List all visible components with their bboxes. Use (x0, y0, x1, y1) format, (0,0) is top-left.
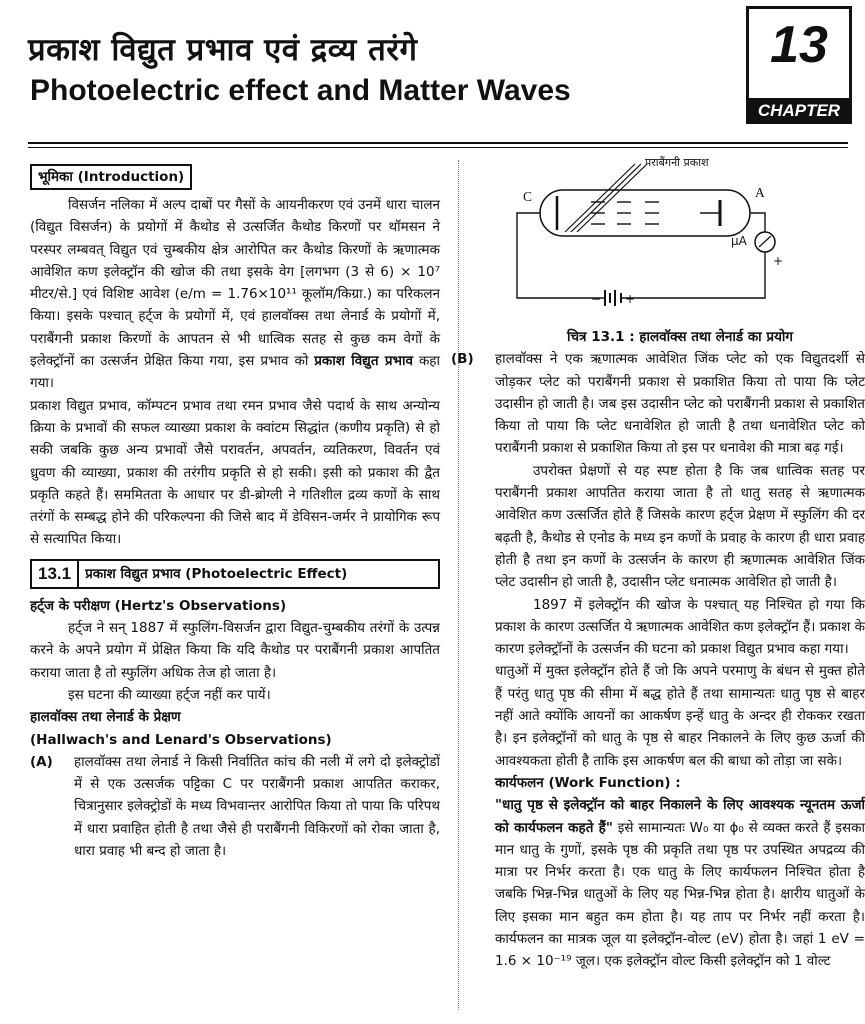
ammeter-label: μA (731, 234, 747, 248)
header-rule-thin (28, 147, 848, 148)
chapter-badge (746, 6, 852, 124)
section-number: 13.1 (32, 561, 79, 587)
experiment-diagram (495, 152, 825, 322)
intro-paragraph-2: प्रकाश विद्युत प्रभाव, कॉम्पटन प्रभाव तथा रमन प्रभाव जैसे पदार्थ के साथ अन्योन्य क्रिया के प्रभावों की सफल व्याख्या प्रकाश के क्वांटम सिद्धांत (कणीय प्रकृति) से हो सकी जबकि कुछ अन्य प्रभावों जैसे परावर्तन, अपवर्तन, व्यतिकरण, विवर्तन एवं ध्रुवण की व्याख्या, प्रकाश की तरंगीय प्रकृति से हो सकी। इसी को प्रकाश की द्वैत प्रकृति कहते हैं। सममितता के आधार पर डी-ब्रोग्ली ने गतिशील द्रव्य कणों के साथ तरंगों के सम्बद्ध होने की परिकल्पना की जिसे बाद में डेविसन-जर्मर ने प्रायोगिक रूप से सत्यापित किया। (30, 397, 440, 548)
right-column (451, 152, 865, 973)
column-divider (458, 160, 459, 1010)
hallwach-heading-hindi: हालवॉक्स तथा लेनार्ड के प्रेक्षण (30, 709, 181, 726)
item-a (30, 751, 440, 862)
intro-paragraph: विसर्जन नलिका में अल्प दाबों पर गैसों के आयनीकरण एवं उनमें धारा चालन (विद्युत विसर्जन) के प्रयोगों में कैथोड से उत्सर्जित कैथोड किरणों पर थॉमसन ने परस्पर लम्बवत् विद्युत एवं चुम्बकीय क्षेत्र आरोपित कर कैथोड किरणों के ऋणात्मक आवेशित कण इलेक्ट्रॉन की खोज की तथा इसके वेग [लगभग (3 से 6) × 10⁷ मीटर/से.] एवं विशिष्ट आवेश (e/m = 1.76×10¹¹ कूलॉम/किग्रा.) का परिकलन किया। इसके पश्चात् हर्ट्ज के प्रयोगों में, एवं हालवॉक्स तथा लेनार्ड के प्रयोगों में, पराबैंगनी प्रकाश किरणों के आपतन से भी धात्विक सतह से कुछ कम वेगों के इलेक्ट्रॉनों का उत्सर्जन प्रेक्षित किया गया, इस प्रभाव को प्रकाश विद्युत प्रभाव कहा गया। (30, 197, 440, 392)
hertz-heading: हर्ट्ज के परीक्षण (Hertz's Observations) (30, 597, 287, 614)
item-b-label: (B) (451, 351, 474, 368)
chapter-number: 13 (770, 16, 828, 74)
battery-minus: − (591, 292, 602, 306)
intro-bold-term: प्रकाश विद्युत प्रभाव (314, 353, 414, 370)
work-function-paragraph: "धातु पृष्ठ से इलेक्ट्रॉन को बाहर निकालने के लिए आवश्यक न्यूनतम ऊर्जा को कार्यफलन कहते हैं" इसे सामान्यतः W₀ या ϕ₀ से व्यक्त करते हैं इसका मान धातु के गुणों, इसके पृष्ठ की प्रकृति तथा पृष्ठ पर उपस्थित अपद्रव्य की मात्रा पर निर्भर करता है। एक धातु के लिए कार्यफलन निश्चित होता है जबकि भिन्न-भिन्न धातुओं के लिए यह भिन्न-भिन्न होता है। क्षारीय धातुओं के लिए इसका मान बहुत कम होता है। यह ताप पर निर्भर नहीं करता है। कार्यफलन का मात्रक जूल या इलेक्ट्रॉन-वोल्ट (eV) होता है। जहां 1 eV = 1.6 × 10⁻¹⁹ जूल। एक इलेक्ट्रॉन वोल्ट किसी इलेक्ट्रॉन को 1 वोल्ट (495, 797, 865, 970)
left-column (30, 152, 440, 862)
ammeter-plus: + (773, 254, 784, 268)
item-a-text: हालवॉक्स तथा लेनार्ड ने किसी निर्वातित कांच की नली में लगे दो इलेक्ट्रोडों में से एक उत्सर्जक पट्टिका C पर पराबैंगनी प्रकाश आपतित कराकर, चित्रानुसार इलेक्ट्रोडों के मध्य विभवान्तर आरोपित किया तो पाया कि परिपथ में धारा प्रवाहित होती है तथा जैसे ही पराबैंगनी विकिरणों को रोका जाता है, धारा प्रवाह भी बन्द हो जाता है। (74, 753, 440, 860)
section-title: प्रकाश विद्युत प्रभाव (Photoelectric Effect) (85, 565, 348, 582)
cathode-label: C (523, 189, 533, 204)
battery-plus: + (625, 292, 636, 306)
electron-1897-paragraph: 1897 में इलेक्ट्रॉन की खोज के पश्चात् यह निश्चित हो गया कि प्रकाश के कारण उत्सर्जित ये ऋणात्मक आवेशित कण इलेक्ट्रॉन हैं। प्रकाश के कारण इलेक्ट्रॉनों के उत्सर्जन की घटना को प्रकाश विद्युत प्रभाव कहा गया। (495, 596, 865, 658)
hallwach-heading-english: (Hallwach's and Lenard's Observations) (30, 731, 332, 748)
work-function-heading: कार्यफलन (Work Function) : (495, 774, 681, 791)
item-b-text: हालवॉक्स ने एक ऋणात्मक आवेशित जिंक प्लेट को एक विद्युतदर्शी से जोड़कर प्लेट को पराबैंगनी प्रकाश से प्रकाशित किया तो पाया कि प्लेट उदासीन हो जाती है। जब इस उदासीन प्लेट को पराबैंगनी प्रकाश से प्रकाशित किया तो पाया कि प्लेट धनावेशित हो जाती है तथा धनावेशित प्लेट को पराबैंगनी प्रकाश से प्रकाशित किया तो इस पर धनावेश की मात्रा बढ़ गई। (495, 351, 865, 457)
work-function-definition: "धातु पृष्ठ से इलेक्ट्रॉन को बाहर निकालने के लिए आवश्यक न्यूनतम ऊर्जा को कार्यफलन कहते हैं" (495, 797, 865, 836)
hertz-paragraph-2: इस घटना की व्याख्या हर्ट्ज नहीं कर पायें। (68, 686, 271, 703)
experiment-figure (495, 152, 865, 322)
figure-caption: चित्र 13.1 : हालवॉक्स तथा लेनार्ड का प्रयोग (566, 329, 793, 345)
metals-paragraph: धातुओं में मुक्त इलेक्ट्रॉन होते हैं जो कि अपने परमाणु के बंधन से मुक्त होते हैं परंतु धातु पृष्ठ की सीमा में बद्ध होते हैं तथा सामान्यतः धातु पृष्ठ से बाहर नहीं आते क्योंकि आयनों का आकर्षण इन्हें धातु के अन्दर ही रोककर रखता है। इन इलेक्ट्रॉनों को धातु के पृष्ठ से बाहर निकालने के लिए कुछ ऊर्जा की आवश्यकता होती है ताकि इस आकर्षण बल की बाधा को तोड़ा जा सके। (495, 663, 865, 769)
item-a-label: (A) (30, 753, 53, 770)
chapter-title-hindi: प्रकाश विद्युत प्रभाव एवं द्रव्य तरंगे (28, 32, 418, 68)
intro-heading: भूमिका (Introduction) (30, 164, 192, 190)
section-heading (30, 559, 440, 589)
observation-paragraph: उपरोक्त प्रेक्षणों से यह स्पष्ट होता है कि जब धात्विक सतह पर पराबैंगनी प्रकाश आपतित कराया जाता है तो धातु सतह से ऋणात्मक आवेशित कण उत्सर्जित होते हैं जिसके कारण हर्ट्ज प्रेक्षण में स्फुलिंग की दर बढ़ती है, कैथोड से एनोड के मध्य इन कणों के प्रवाह के कारण ही धारा प्रवाह होती है तथा इन कणों के उत्सर्जन के कारण ही ऋणात्मक आवेशित जिंक प्लेट उदासीन हो जाती है, उदासीन प्लेट धनात्मक आवेशित हो जाती है। (495, 462, 865, 591)
hertz-paragraph: हर्ट्ज ने सन् 1887 में स्फुलिंग-विसर्जन द्वारा विद्युत-चुम्बकीय तरंगों के उत्पन्न करने के अपने प्रयोग में प्रेक्षित किया कि यदि कैथोड पर पराबैंगनी प्रकाश आपतित कराया जाता है तो स्फुलिंग अधिक तेज हो जाता है। (30, 620, 440, 681)
anode-label: A (755, 185, 765, 200)
chapter-label: CHAPTER (746, 98, 852, 124)
item-b (451, 348, 865, 459)
uv-light-label: पराबैंगनी प्रकाश (645, 156, 709, 169)
header-rule (28, 142, 848, 144)
chapter-title-english: Photoelectric effect and Matter Waves (30, 74, 571, 107)
